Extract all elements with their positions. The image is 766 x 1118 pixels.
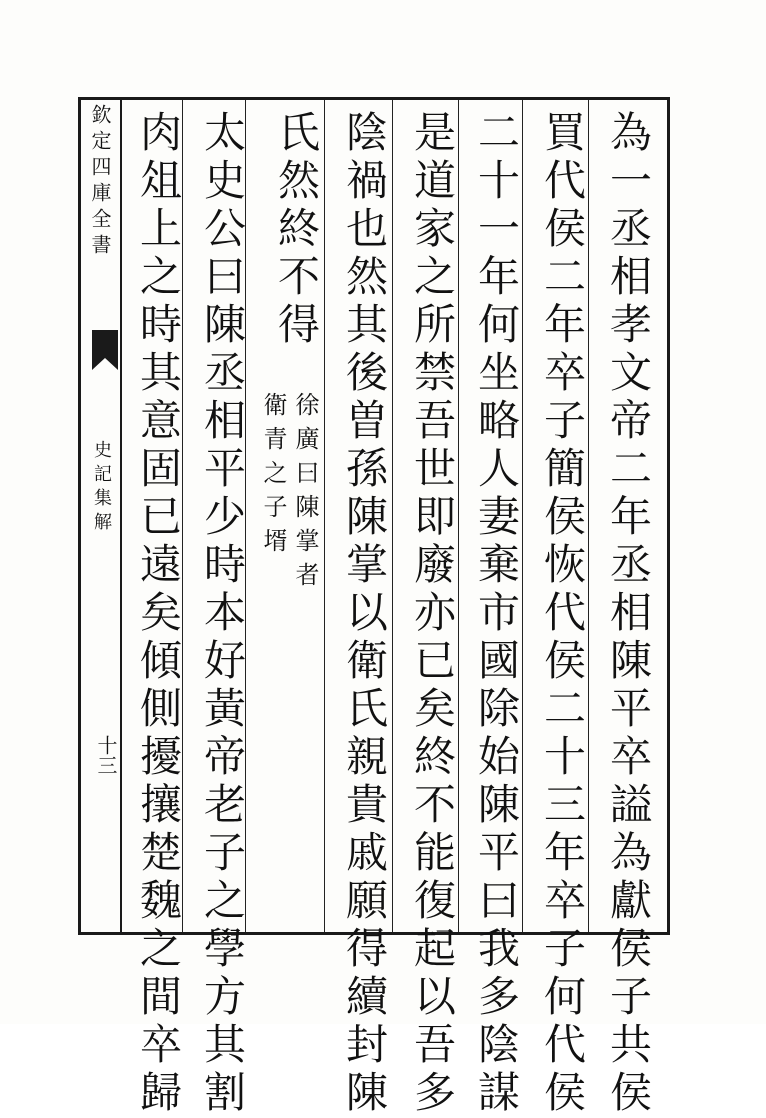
- series-title: 欽定四庫全書: [88, 104, 112, 260]
- annotation-line-2: 衛青之子壻: [259, 392, 287, 562]
- text-column-8: 肉俎上之時其意固已遠矣傾側擾攘楚魏之間卒歸: [134, 110, 183, 1118]
- text-column-2: 買代侯二年卒子簡侯恢代侯二十三年卒子何代侯: [538, 110, 587, 1118]
- text-column-4: 是道家之所禁吾世即廢亦已矣終不能復起以吾多: [408, 110, 457, 1118]
- fish-tail-mark-icon: [92, 330, 118, 370]
- text-column-5: 陰禍也然其後曽孫陳掌以衛氏親貴戚願得續封陳: [340, 110, 389, 1118]
- text-column-3: 二十一年何坐略人妻棄市國除始陳平曰我多陰謀: [472, 110, 521, 1118]
- page-number: 十三: [94, 735, 118, 775]
- column-rule: [392, 100, 393, 932]
- column-rule: [324, 100, 325, 932]
- text-column-6: 氏然終不得: [272, 110, 321, 350]
- annotation-line-1: 徐廣曰陳掌者: [291, 392, 319, 596]
- text-column-1: 為一丞相孝文帝二年丞相陳平卒謚為獻侯子共侯: [604, 110, 653, 1118]
- text-column-7: 太史公曰陳丞相平少時本好黃帝老子之學方其割: [198, 110, 247, 1118]
- book-title: 史記集解: [91, 440, 112, 536]
